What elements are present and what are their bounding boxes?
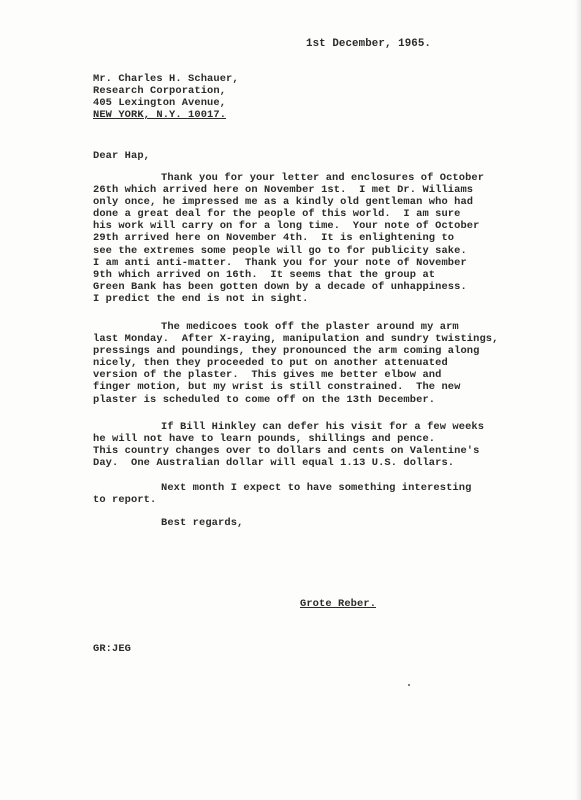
scan-edge-shadow (575, 0, 581, 800)
paragraph-4 (93, 482, 533, 506)
paragraph-line: finger motion, but my wrist is still constrained. The new (93, 381, 461, 394)
paragraph-line: plaster is scheduled to come off on the 13th December. (93, 393, 436, 406)
paragraph-line: done a great deal for the people of this world. I am sure (93, 208, 461, 221)
paragraph-line: If Bill Hinkley can defer his visit for a few weeks (161, 421, 485, 433)
recipient-line-1: Mr. Charles H. Schauer, (93, 73, 239, 85)
typist-initials: GR:JEG (93, 643, 132, 655)
paragraph-line: version of the plaster. This gives me better elbow and (93, 369, 442, 382)
paragraph-line: only once, he impressed me as a kindly old gentleman who had (93, 196, 474, 209)
paragraph-line: he will not have to learn pounds, shillings and pence. (93, 433, 436, 446)
scan-speck (408, 684, 410, 686)
paragraph-line: pressings and poundings, they pronounced the arm coming along (93, 345, 480, 358)
paragraph-line: I predict the end is not in sight. (93, 292, 309, 305)
closing: Best regards, (161, 517, 244, 529)
paragraph-line: see the extremes some people will go to for publicity sake. (93, 244, 467, 257)
paragraph-line: The medicoes took off the plaster around my arm (161, 321, 459, 333)
paragraph-line: Day. One Australian dollar will equal 1.13 U.S. dollars. (93, 457, 455, 470)
paragraph-line: to report. (93, 494, 157, 507)
paragraph-line: 29th arrived here on November 4th. It is enlightening to (93, 232, 455, 245)
paragraph-line: nicely, then they proceeded to put on another attenuated (93, 357, 448, 370)
letter-date: 1st December, 1965. (306, 38, 432, 50)
paragraph-line: I am anti anti-matter. Thank you for your note of November (93, 256, 467, 269)
recipient-line-4: NEW YORK, N.Y. 10017. (93, 109, 227, 121)
paragraph-line: Thank you for your letter and enclosures of October (161, 172, 485, 184)
paragraph-line: This country changes over to dollars and cents on Valentine's (93, 445, 480, 458)
paragraph-line: 26th which arrived here on November 1st. I met Dr. Williams (93, 184, 474, 197)
signature: Grote Reber. (300, 598, 377, 610)
salutation: Dear Hap, (93, 150, 151, 162)
recipient-line-3: 405 Lexington Avenue, (93, 97, 227, 109)
paragraph-line: Green Bank has been gotten down by a decade of unhappiness. (93, 280, 467, 293)
paragraph-3 (93, 421, 533, 469)
paragraph-1 (93, 172, 533, 305)
paragraph-2 (93, 321, 533, 406)
paragraph-line: Next month I expect to have something interesting (161, 482, 472, 494)
paragraph-line: last Monday. After X-raying, manipulation and sundry twistings, (93, 333, 499, 346)
paragraph-line: 9th which arrived on 16th. It seems that the group at (93, 268, 436, 281)
paragraph-line: his work will carry on for a long time. Your note of October (93, 220, 480, 233)
recipient-line-2: Research Corporation, (93, 85, 227, 97)
